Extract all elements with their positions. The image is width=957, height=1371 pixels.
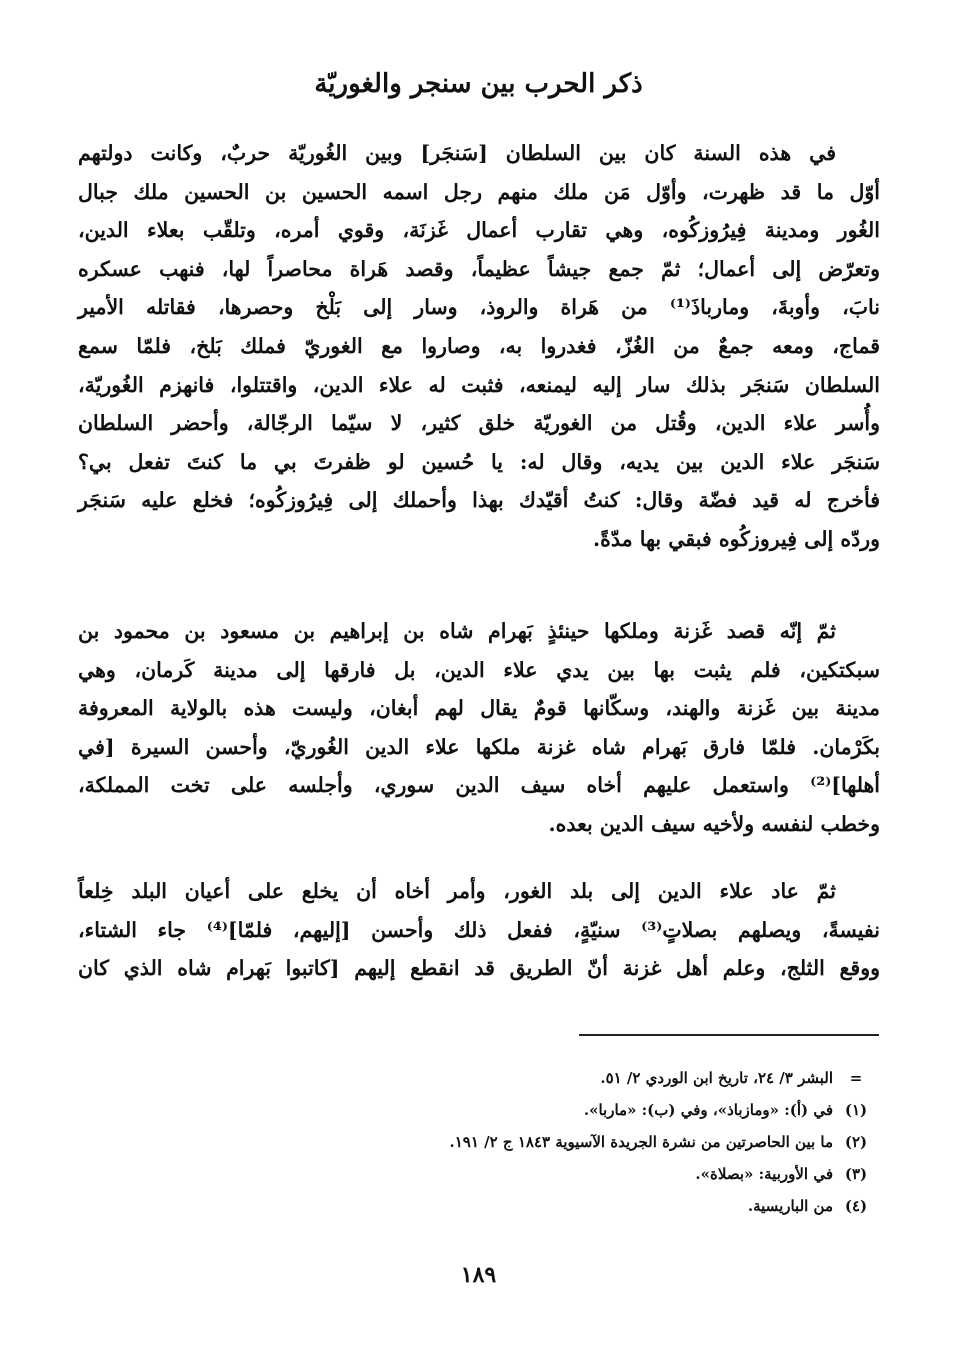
- paragraph-line: وردّه إلى فِيروزكُوه فبقي بها مدّةً.: [592, 526, 880, 551]
- footnote: [77, 1126, 879, 1158]
- paragraph-line: أهلها]⁽²⁾ واستعمل عليهم أخاه سيف الدين سوري، وأجلسه على تخت المملكة،: [78, 773, 880, 798]
- paragraph-line: وخطب لنفسه ولأخيه سيف الدين بعده.: [548, 811, 880, 836]
- footnote-mark: (١): [844, 1101, 868, 1119]
- footnote: [77, 1190, 879, 1222]
- footnote-mark: (٣): [844, 1165, 868, 1183]
- footnote: [77, 1158, 879, 1190]
- footnote-mark: (٤): [844, 1197, 868, 1215]
- paragraph-line: فأخرج له قيد فضّة وقال: كنتُ أقيّدك بهذا وأحملك إلى فِيرُوزكُوه؛ فخلع عليه سَنجَر: [78, 488, 880, 513]
- paragraph-2: [78, 612, 880, 844]
- footnote: [77, 1062, 879, 1094]
- footnote-text: ما بين الحاصرتين من نشرة الجريدة الآسيوية ١٨٤٣ ج ٢/ ١٩١.: [449, 1133, 833, 1151]
- paragraph-line: وتعرّض إلى أعمال؛ ثمّ جمع جيشاً عظيماً، وقصد هَراة محاصراً لها، فنهب عسكره: [78, 256, 880, 281]
- paragraph-line: قماج، ومعه جمعٌ من الغُزّ، فغدروا به، وصاروا مع الغوريّ فملك بَلخ، فلمّا سمع: [78, 333, 880, 358]
- footnote-text: في الأوربية: «بصلاة».: [695, 1165, 833, 1183]
- paragraph-line: السلطان سَنجَر بذلك سار إليه ليمنعه، فثبت له علاء الدين، واقتتلوا، فانهزم الغُوريّة،: [78, 372, 880, 397]
- footnote-text: في (أ): «ومازباذ»، وفي (ب): «ماربا».: [583, 1101, 833, 1119]
- footnote-text: من الباريسية.: [747, 1197, 833, 1215]
- paragraph-line: ثمّ إنّه قصد غَزنة وملكها حينئذٍ بَهرام شاه بن إبراهيم بن مسعود بن محمود بن: [78, 619, 836, 643]
- paragraph-line: وأُسر علاء الدين، وقُتل من الغوريّة خلق كثير، لا سيّما الرجّالة، وأحضر السلطان: [78, 411, 880, 436]
- footnote-mark: =: [849, 1069, 863, 1087]
- footnotes: [77, 1062, 879, 1222]
- footnote-text: البشر ٣/ ٢٤، تاريخ ابن الوردي ٢/ ٥١.: [600, 1069, 833, 1087]
- paragraph-line: نفيسةً، ويصلهم بصلاتٍ⁽³⁾ سنيّةٍ، ففعل ذلك وأحسن [إليهم، فلمّا]⁽⁴⁾ جاء الشتاء،: [78, 917, 880, 942]
- section-title: ذكر الحرب بين سنجر والغوريّة: [314, 69, 643, 99]
- footnote-mark: (٢): [844, 1133, 868, 1151]
- paragraph-line: أوّل ما قد ظهرت، وأوّل مَن ملك منهم رجل اسمه الحسين بن الحسين ملك جبال: [78, 179, 880, 204]
- paragraph-line: الغُور ومدينة فِيرُوزكُوه، وهي تقارب أعمال غَزنَة، وقوي أمره، وتلقّب بعلاء الدين،: [78, 218, 880, 243]
- paragraph-line: سبكتكين، فلم يثبت بها بين يدي علاء الدين، بل فارقها إلى مدينة كَرمان، وهي: [78, 657, 880, 682]
- footnote-divider: [579, 1034, 879, 1036]
- footnote: [77, 1094, 879, 1126]
- paragraph-line: ثمّ عاد علاء الدين إلى بلد الغور، وأمر أخاه أن يخلع على أعيان البلد خِلعاً: [78, 879, 836, 903]
- paragraph-line: سَنجَر علاء الدين بين يديه، وقال له: يا حُسين لو ظفرتَ بي ما كنتَ تفعل بي؟: [78, 449, 880, 474]
- paragraph-3: [78, 872, 880, 988]
- paragraph-1: [78, 134, 880, 559]
- page-number: ١٨٩: [460, 1262, 497, 1288]
- paragraph-line: بكَرْمان. فلمّا فارق بَهرام شاه غزنة ملكها علاء الدين الغُوريّ، وأحسن السيرة [في: [78, 734, 880, 759]
- paragraph-line: نابَ، وأوبةَ، ومارباذَ⁽¹⁾ من هَراة والروذ، وسار إلى بَلْخ وحصرها، فقاتله الأمير: [78, 295, 880, 320]
- paragraph-line: في هذه السنة كان بين السلطان [سَنجَر] وبين الغُوريّة حربٌ، وكانت دولتهم: [78, 141, 836, 165]
- paragraph-line: مدينة بين غَزنة والهند، وسكّانها قومٌ يقال لهم أبغان، وليست هذه بالولاية المعروفة: [78, 696, 880, 721]
- paragraph-line: ووقع الثلج، وعلم أهل غزنة أنّ الطريق قد انقطع إليهم [كاتبوا بَهرام شاه الذي كان: [78, 956, 880, 981]
